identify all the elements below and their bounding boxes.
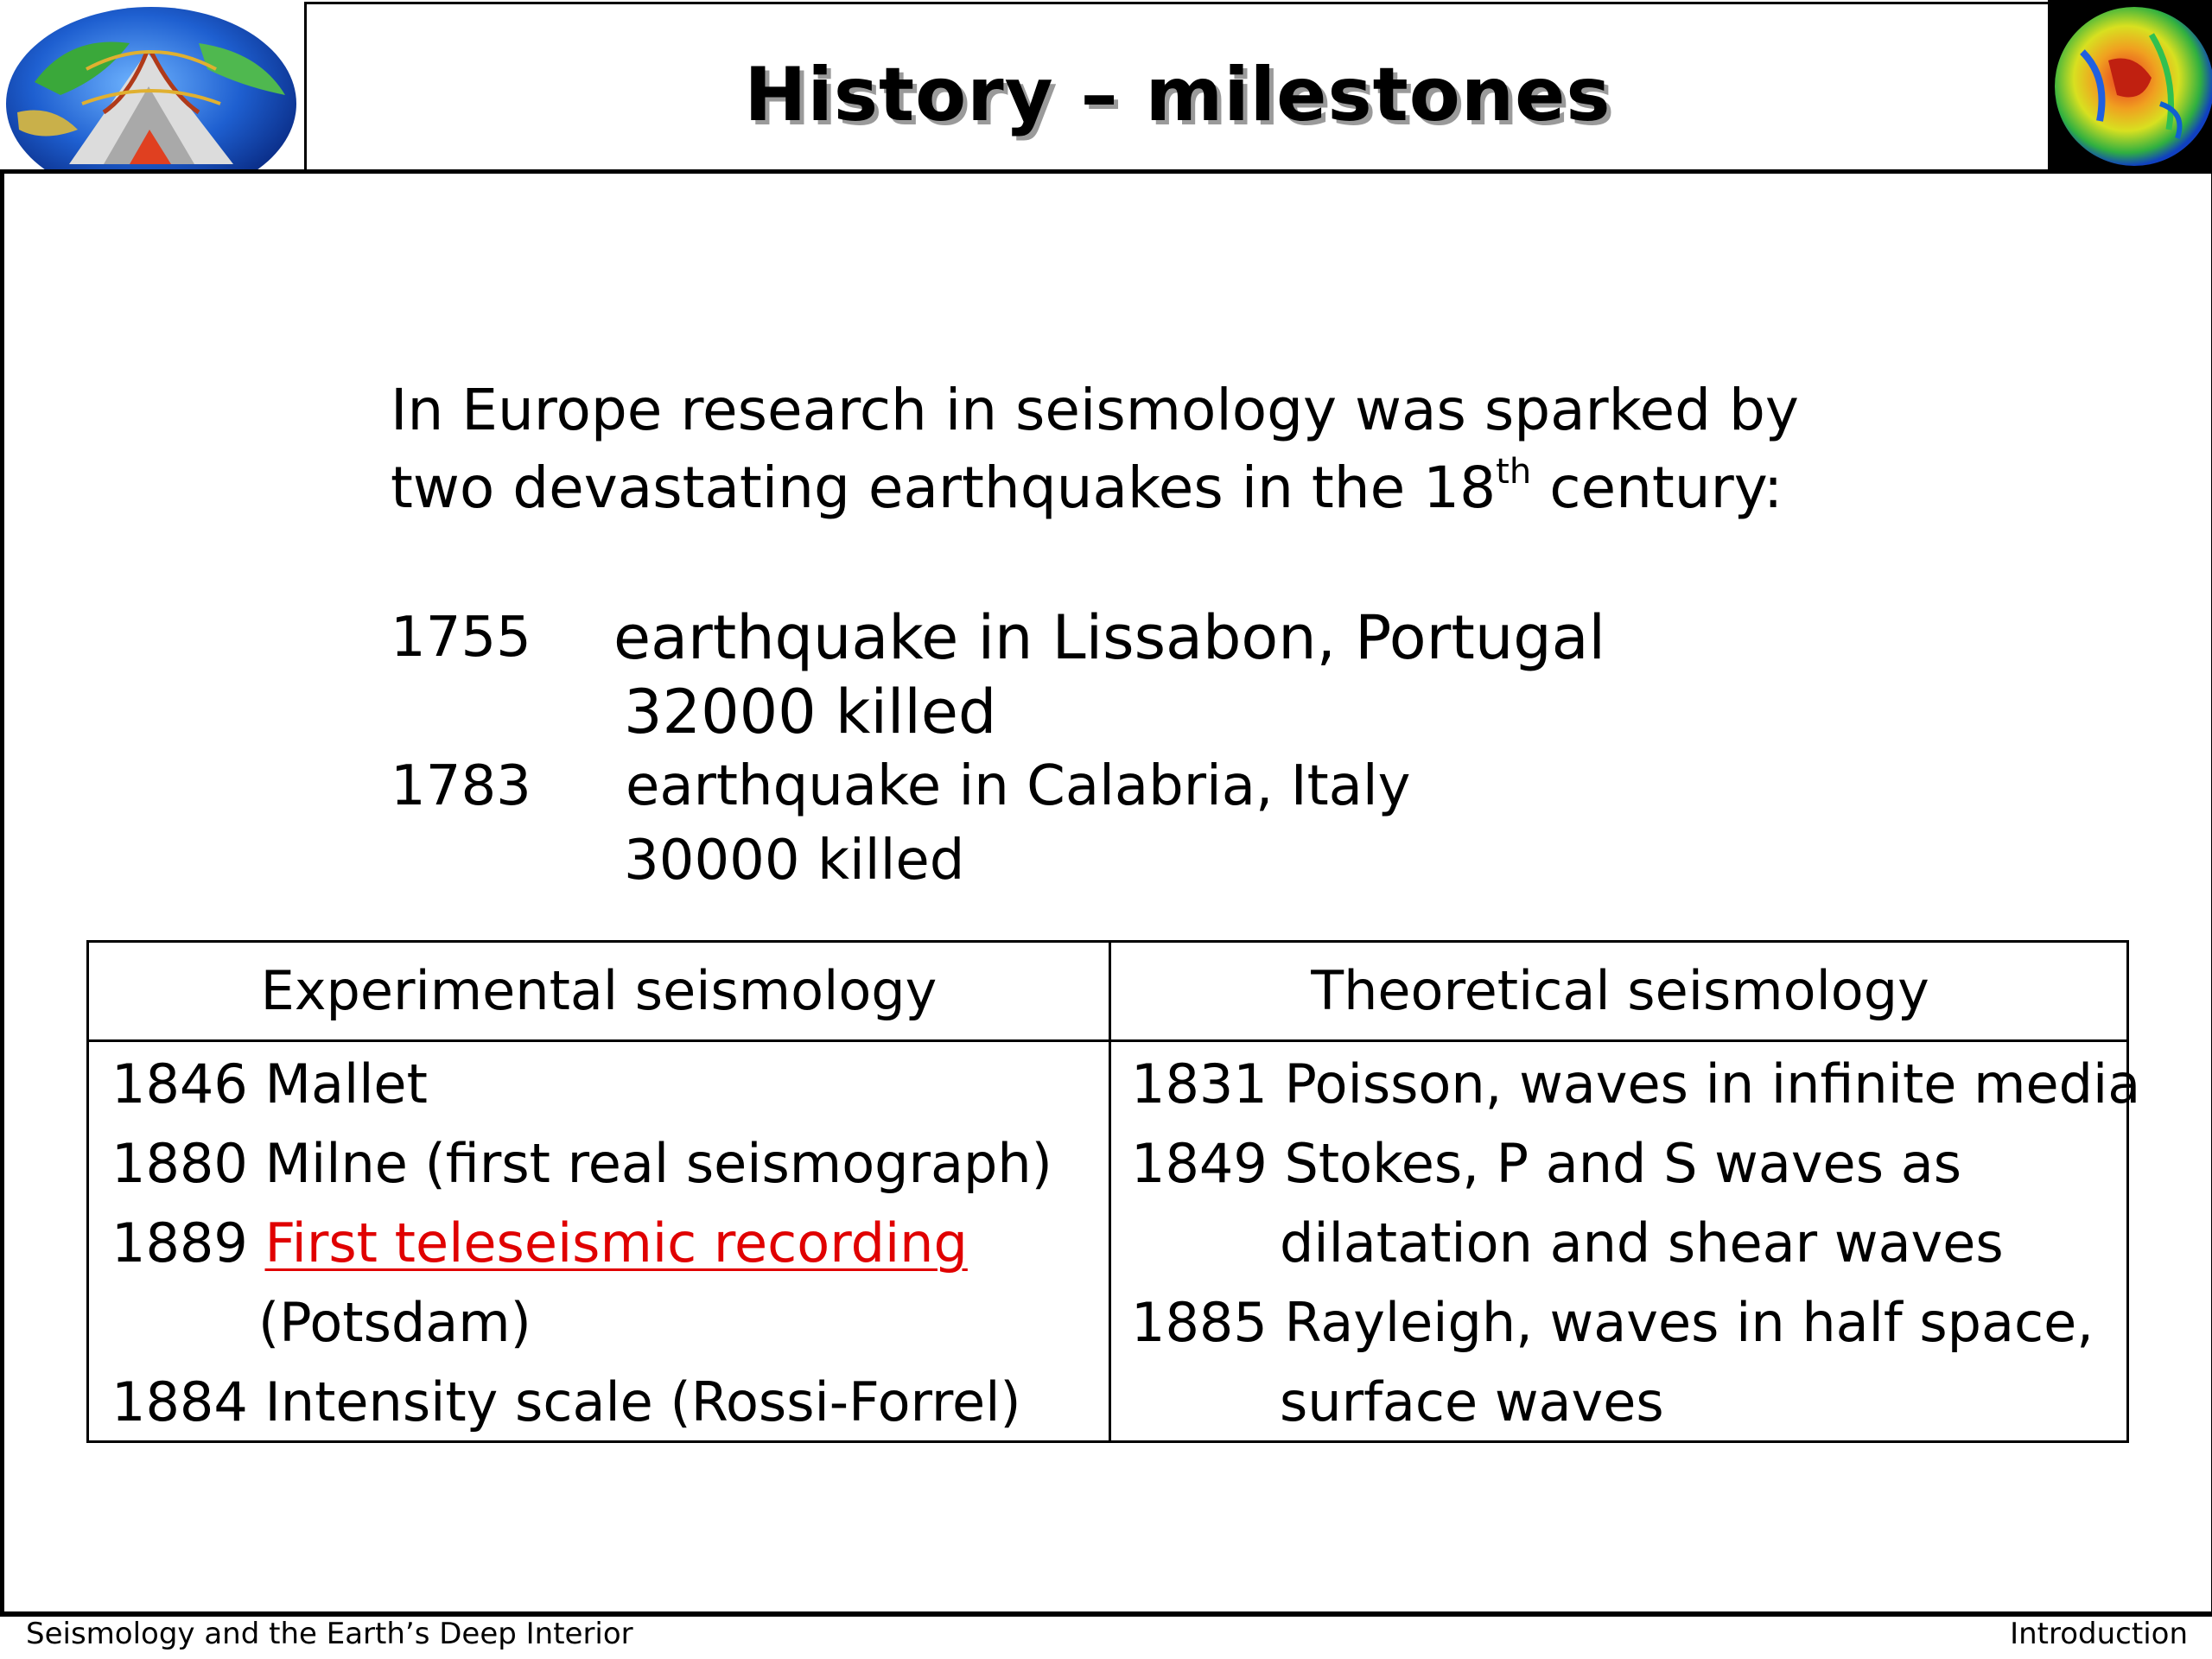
earth-cutaway-icon [0, 0, 302, 173]
footer [0, 1609, 2212, 1659]
table-row: (Potsdam) [258, 1291, 531, 1354]
event-description: earthquake in Lissabon, Portugal [613, 602, 1605, 673]
list-item [391, 675, 2032, 749]
theoretical-column [1131, 1045, 2141, 1442]
mantle-tomography-globe-icon [2048, 0, 2212, 173]
row-year: 1889 [111, 1211, 265, 1274]
header-divider [89, 1039, 2126, 1042]
table-row: 1849 Stokes, P and S waves as [1131, 1132, 1961, 1195]
list-item [391, 823, 2032, 893]
event-year: 1755 [391, 606, 531, 670]
intro-line-2-end: century: [1531, 454, 1783, 521]
column-header-experimental: Experimental seismology [260, 959, 938, 1022]
list-item [391, 749, 2032, 823]
intro-line-2-text: two devastating earthquakes in the 18 [391, 454, 1497, 521]
event-casualties: 30000 killed [624, 829, 965, 893]
table-row: 1846 Mallet [111, 1052, 428, 1116]
title-box [304, 2, 2051, 170]
ordinal-suffix: th [1496, 452, 1532, 492]
experimental-column [111, 1045, 1096, 1442]
table-row: 1885 Rayleigh, waves in half space, [1131, 1291, 2094, 1354]
footer-section: Introduction [2010, 1617, 2188, 1651]
table-row: dilatation and shear waves [1280, 1211, 2004, 1274]
event-casualties: 32000 killed [624, 677, 997, 747]
milestones-table [86, 940, 2141, 1443]
table-row: 1880 Milne (first real seismograph) [111, 1132, 1052, 1195]
teleseismic-recording-link[interactable]: First teleseismic recording [264, 1211, 968, 1274]
table-row [111, 1204, 1096, 1283]
footer-course-title: Seismology and the Earth’s Deep Interior [26, 1617, 633, 1651]
column-header-theoretical: Theoretical seismology [1311, 959, 1929, 1022]
event-year: 1783 [391, 754, 531, 818]
intro-text [391, 372, 2032, 527]
table-row: surface waves [1280, 1370, 1664, 1433]
table-row: 1831 Poisson, waves in infinite media [1131, 1052, 2141, 1116]
list-item [391, 601, 2032, 675]
table-row: 1884 Intensity scale (Rossi-Forrel) [111, 1370, 1021, 1433]
intro-line-1: In Europe research in seismology was sparked by [391, 377, 1799, 443]
earthquake-list [391, 601, 2032, 893]
page-title: History – milestones [744, 52, 1611, 138]
intro-line-2 [391, 449, 2032, 527]
event-description: earthquake in Calabria, Italy [626, 754, 1411, 818]
